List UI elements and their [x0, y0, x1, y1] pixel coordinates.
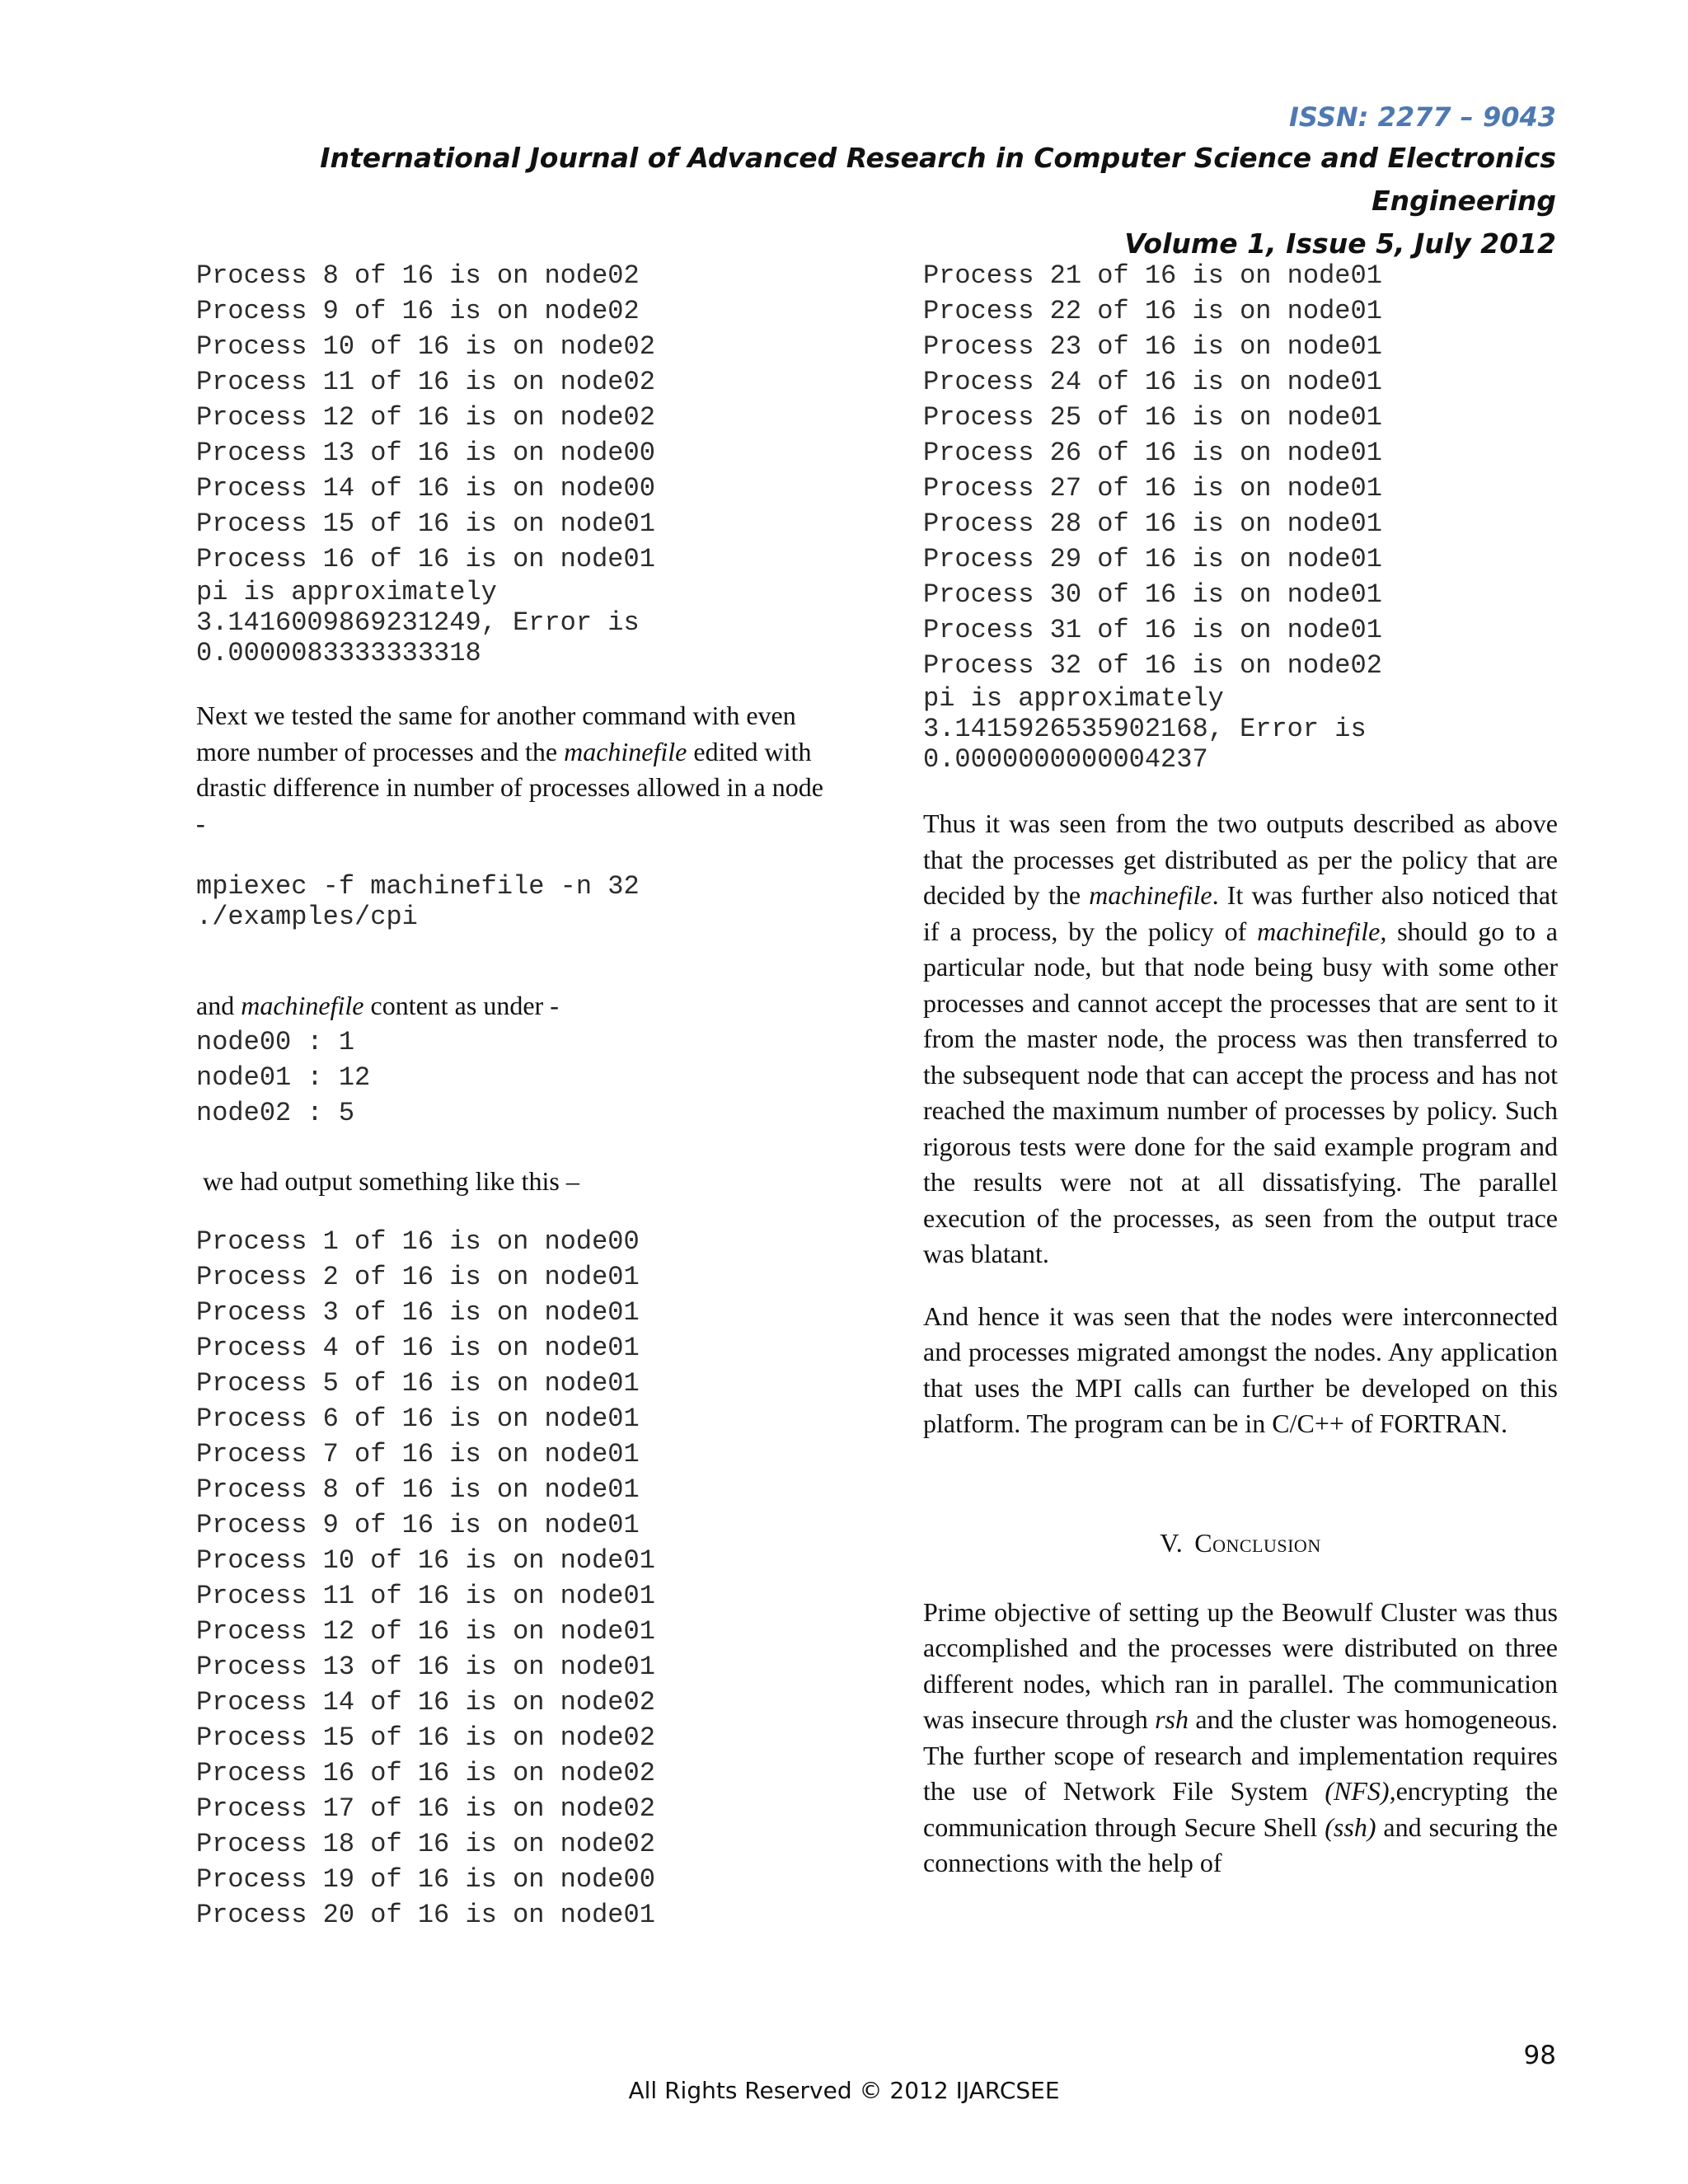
volume-issue: Volume 1, Issue 5, July 2012: [1124, 227, 1556, 260]
code-line: Process 5 of 16 is on node01: [196, 1368, 640, 1399]
code-line: Process 8 of 16 is on node02: [196, 260, 640, 291]
paragraph-output-intro: we had output something like this –: [196, 1165, 579, 1196]
code-line: mpiexec -f machinefile -n 32: [196, 871, 640, 902]
code-line: Process 19 of 16 is on node00: [196, 1864, 655, 1895]
code-line: Process 12 of 16 is on node01: [196, 1616, 655, 1647]
paragraph-conclusion: Prime objective of setting up the Beowulf Cluster was thus accomplished and the processes were distributed on three different nodes, which ran in parallel. The communication was insecure through rsh and the cluster was homogeneous. The further scope of research and implementation requires the use of Network File System (NFS),encrypting the communication through Secure Shell (ssh) and securing the connections with the help of: [923, 1596, 1559, 1877]
code-line: Process 31 of 16 is on node01: [923, 615, 1382, 645]
code-line: Process 20 of 16 is on node01: [196, 1900, 655, 1930]
code-line: Process 21 of 16 is on node01: [923, 260, 1382, 291]
code-line: Process 26 of 16 is on node01: [923, 438, 1382, 468]
section-heading: V. Conclusion: [1160, 1527, 1321, 1558]
code-line: Process 16 of 16 is on node01: [196, 544, 655, 574]
code-line: Process 13 of 16 is on node01: [196, 1652, 655, 1682]
code-line: node01 : 12: [196, 1062, 371, 1093]
paragraph-machinefile-intro: and machinefile content as under -: [196, 991, 559, 1020]
code-line: Process 3 of 16 is on node01: [196, 1297, 640, 1328]
code-line: Process 28 of 16 is on node01: [923, 509, 1382, 539]
code-line: Process 25 of 16 is on node01: [923, 402, 1382, 433]
mpiexec-command: [196, 871, 831, 932]
code-line: Process 15 of 16 is on node02: [196, 1722, 655, 1753]
code-line: 0.0000083333333318: [196, 638, 481, 668]
code-line: Process 11 of 16 is on node02: [196, 367, 655, 397]
process-output-1: [196, 258, 831, 577]
paragraph-distribution: Thus it was seen from the two outputs described as above that the processes get distributed as per the policy that are decided by the machinefile. It was further also noticed that if a process, by the policy of machinefile, should go to a particular node, but that node being busy with some other processes and cannot accept the processes that are sent to it from the master node, the process was then transferred to the subsequent node that can accept the process and has not reached the maximum number of processes by policy. Such rigorous tests were done for the said example program and the results were not at all dissatisfying. The parallel execution of the processes, as seen from the output trace was blatant.: [923, 808, 1559, 1268]
code-line: Process 2 of 16 is on node01: [196, 1262, 640, 1292]
pi-result-1: [196, 577, 831, 668]
code-line: Process 23 of 16 is on node01: [923, 331, 1382, 362]
code-line: node02 : 5: [196, 1097, 355, 1128]
code-line: Process 1 of 16 is on node00: [196, 1226, 640, 1257]
code-line: Process 15 of 16 is on node01: [196, 509, 655, 539]
code-line: node00 : 1: [196, 1026, 355, 1057]
code-line: 0.0000000000004237: [923, 744, 1208, 775]
code-line: Process 18 of 16 is on node02: [196, 1829, 655, 1859]
code-line: Process 13 of 16 is on node00: [196, 438, 655, 468]
process-output-2: [196, 1224, 831, 1933]
journal-header: [198, 97, 1556, 265]
code-line: Process 9 of 16 is on node02: [196, 296, 640, 326]
copyright-footer: All Rights Reserved © 2012 IJARCSEE: [628, 2077, 1060, 2104]
code-line: Process 14 of 16 is on node00: [196, 473, 655, 504]
left-column: [196, 258, 831, 1933]
code-line: pi is approximately: [196, 577, 497, 607]
code-line: Process 29 of 16 is on node01: [923, 544, 1382, 574]
process-output-3: [923, 258, 1558, 683]
code-line: Process 7 of 16 is on node01: [196, 1439, 640, 1469]
paragraph-interconnected: And hence it was seen that the nodes were interconnected and processes migrated amongst the nodes. Any application that uses the MPI calls can further be developed on this platform. The program can be in C/C++ of FORTRAN.: [923, 1301, 1558, 1438]
paragraph-next-test: Next we tested the same for another command with even more number of processes and the machinefile edited with drastic difference in number of processes allowed in a node -: [196, 701, 823, 838]
code-line: pi is approximately: [923, 683, 1224, 714]
code-line: Process 30 of 16 is on node01: [923, 579, 1382, 610]
code-line: 3.1416009869231249, Error is: [196, 607, 640, 638]
code-line: Process 10 of 16 is on node01: [196, 1545, 655, 1576]
code-line: Process 6 of 16 is on node01: [196, 1404, 640, 1434]
code-line: Process 9 of 16 is on node01: [196, 1510, 640, 1540]
issn: ISSN: 2277 – 9043: [1289, 101, 1556, 133]
code-line: Process 12 of 16 is on node02: [196, 402, 655, 433]
machinefile-content: [196, 1024, 831, 1131]
code-line: Process 10 of 16 is on node02: [196, 331, 655, 362]
code-line: ./examples/cpi: [196, 902, 418, 932]
journal-title: International Journal of Advanced Research in Computer Science and Electronics Engineering: [320, 142, 1556, 217]
pi-result-2: [923, 683, 1558, 775]
code-line: Process 22 of 16 is on node01: [923, 296, 1382, 326]
code-line: Process 32 of 16 is on node02: [923, 650, 1382, 681]
code-line: Process 8 of 16 is on node01: [196, 1474, 640, 1505]
code-line: Process 14 of 16 is on node02: [196, 1687, 655, 1718]
code-line: Process 27 of 16 is on node01: [923, 473, 1382, 504]
code-line: Process 24 of 16 is on node01: [923, 367, 1382, 397]
right-column: [923, 258, 1558, 1882]
code-line: 3.1415926535902168, Error is: [923, 714, 1367, 744]
code-line: Process 17 of 16 is on node02: [196, 1793, 655, 1824]
code-line: Process 16 of 16 is on node02: [196, 1758, 655, 1788]
code-line: Process 4 of 16 is on node01: [196, 1333, 640, 1363]
page-number: 98: [1523, 2041, 1556, 2070]
code-line: Process 11 of 16 is on node01: [196, 1581, 655, 1611]
